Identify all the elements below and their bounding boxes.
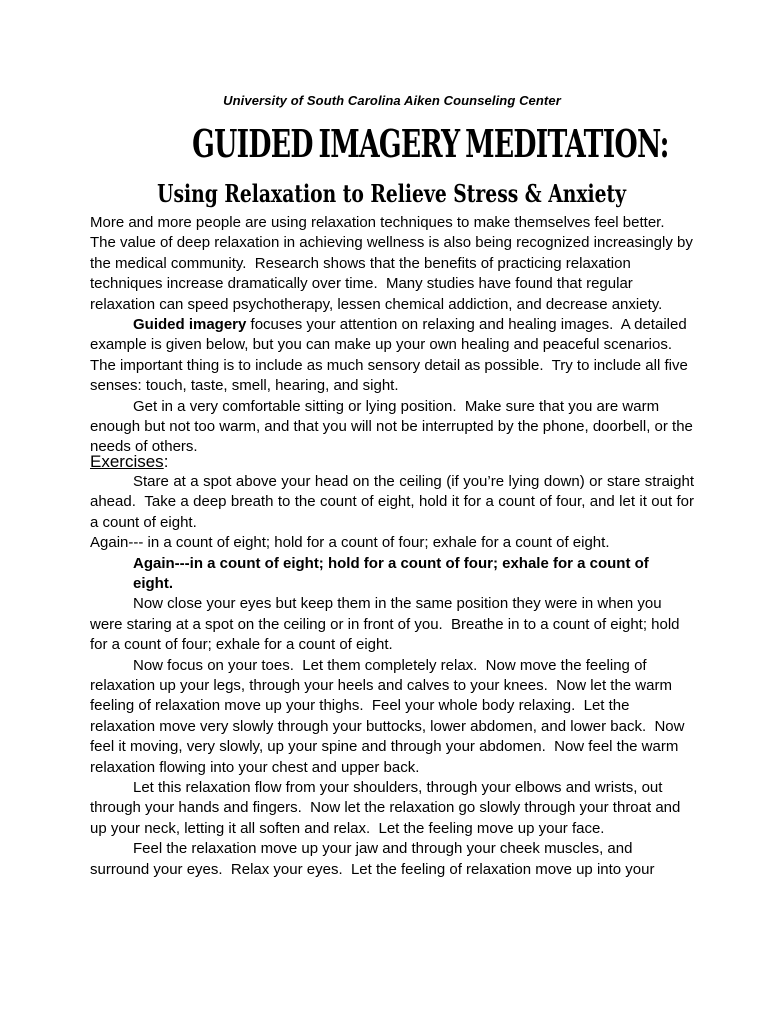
paragraph-get-comfortable: Get in a very comfortable sitting or lying position. Make sure that you are warm enough but not too warm, and that you will not be interrupted by the phone, doorbell, or the needs of others.	[90, 397, 698, 456]
paragraph-jaw: Feel the relaxation move up your jaw and through your cheek muscles, and surround your eyes. Relax your eyes. Let the feeling of relaxation move up into your	[90, 840, 655, 878]
document-body	[90, 213, 699, 880]
document-title-row	[90, 123, 694, 174]
paragraph-shoulders: Let this relaxation flow from your shoulders, through your elbows and wrists, out through your hands and fingers. Now let the relaxation go slowly through your throat and up your neck, letting it all soften and relax. Let the feeling move up your face.	[90, 778, 685, 837]
again-bold-line-1: Again---in a count of eight; hold for a count of four; exhale for a count of	[133, 554, 649, 572]
document-subtitle: Using Relaxation to Relieve Stress & Anxiety	[157, 179, 627, 208]
paragraph-close-eyes: Now close your eyes but keep them in the same position they were in when you were staring at a spot on the ceiling or in front of you. Breathe in to a count of eight; hold for a count of four; exhale for a count of eight.	[90, 595, 684, 654]
institution-header: University of South Carolina Aiken Counseling Center	[223, 93, 561, 108]
document-subtitle-row	[90, 179, 694, 213]
paragraph-guided-imagery	[90, 315, 694, 397]
guided-imagery-bold-text: Guided imagery	[133, 316, 247, 334]
exercises-heading-colon: :	[163, 451, 169, 471]
again-bold-line-2: eight.	[133, 574, 173, 592]
again-bold-block	[133, 554, 694, 595]
document-title: GUIDED IMAGERY MEDITATION:	[192, 121, 669, 166]
paragraph-stare: Stare at a spot above your head on the ceiling (if you’re lying down) or stare straight ahead. Take a deep breath to the count of eight, hold it for a count of four, and let it out for a count of eight.	[90, 472, 699, 531]
guided-imagery-rest-text: focuses your attention on relaxing and healing images. A detailed example is given below, but you can make up your own healing and peaceful scenarios. The important thing is to include as much sensory detail as possible. Try to include all five senses: touch, taste, smell, hearing, and sight.	[90, 316, 692, 395]
again-line: Again--- in a count of eight; hold for a count of four; exhale for a count of eight.	[90, 534, 610, 552]
exercises-heading-text: Exercises	[90, 451, 164, 471]
paragraph-toes: Now focus on your toes. Let them completely relax. Now move the feeling of relaxation up your legs, through your heels and calves to your knees. Now let the warm feeling of relaxation move up your thighs. Feel your whole body relaxing. Let the relaxation move very slowly through your buttocks, lower abdomen, and lower back. Now feel it moving, very slowly, up your spine and through your abdomen. Now feel the warm relaxation flowing into your chest and upper back.	[90, 656, 689, 776]
paragraph-intro: More and more people are using relaxation techniques to make themselves feel better. The value of deep relaxation in achieving wellness is also being recognized increasingly by the medical community. Research shows that the benefits of practicing relaxation techniques increase dramatically over time. Many studies have found that regular relaxation can speed psychotherapy, lessen chemical addiction, and decrease anxiety.	[90, 214, 698, 313]
